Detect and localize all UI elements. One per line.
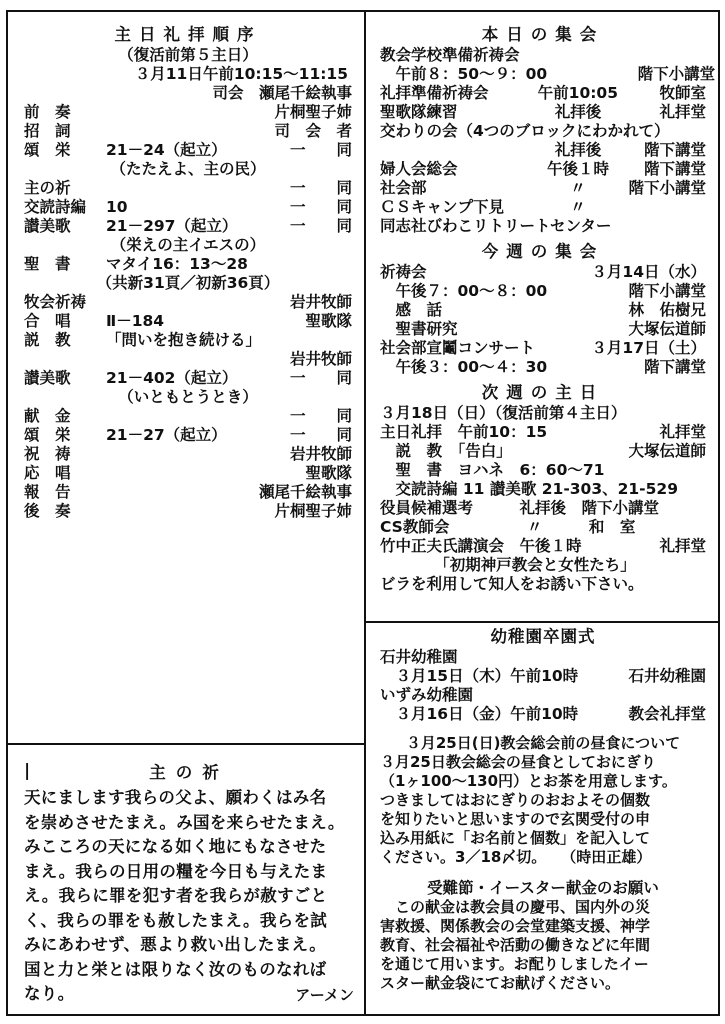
lunch-line: つきましてはおにぎりのおおよその個数 (380, 791, 651, 809)
kinder-place: 石井幼稚園 (628, 667, 706, 685)
order-detail: 21－402（起立） (106, 369, 238, 387)
kinder-row (380, 648, 706, 667)
today-list (380, 46, 716, 236)
kindergarten (380, 626, 706, 724)
today-text: 同志社びわこリトリートセンター (380, 217, 612, 235)
order-item: 招 詞 (24, 122, 71, 140)
order-person: 岩井牧師 (289, 350, 352, 368)
order-person: 一 同 (289, 141, 352, 159)
order-detail (106, 350, 262, 369)
order-item: 報 告 (24, 483, 71, 501)
week-text: 感 話 (380, 301, 443, 319)
next-text: ３月18日（日）（復活前第４主日） (380, 404, 627, 422)
kinder-text: いずみ幼稚園 (380, 686, 474, 704)
today-text: ＣＳキャンプ下見 (380, 198, 505, 216)
worship-title: 主日礼拝順序 (114, 25, 262, 44)
today-place (618, 198, 706, 217)
kinder-place: 教会礼拝堂 (628, 705, 706, 723)
easter-line: 教育、社会福祉や活動の働きなどに年間 (380, 936, 651, 954)
lunch-line: ください。3／18〆切。 （時田正雄） (380, 848, 652, 866)
right-section-divider (364, 621, 720, 623)
next-place: 礼拝堂 (659, 423, 706, 441)
next-text: 竹中正夫氏講演会 午後１時 (380, 537, 582, 555)
week-text: 午後３：00～４：30 (380, 358, 548, 376)
next-text: 交読詩編 11 讃美歌 21-303、21-529 (380, 480, 678, 498)
left-margin-mark: | (24, 761, 31, 781)
order-person: 一 同 (289, 217, 352, 235)
today-row (380, 141, 706, 160)
order-row (24, 331, 352, 350)
order-person: 一 同 (289, 407, 352, 425)
today-row (380, 46, 706, 65)
next-row (380, 442, 706, 461)
lunch-line: を知りたいと思いますので玄関受付の申 (380, 810, 651, 828)
week-row (380, 263, 706, 282)
today-time: 〃 (570, 198, 586, 216)
order-detail (106, 445, 262, 464)
order-row (24, 274, 352, 293)
order-note: （栄えの主イエスの） (110, 236, 266, 254)
today-place: 階下講堂 (643, 141, 706, 159)
prayer-line: を崇めさせたまえ。み国を来らせたまえ。 (24, 812, 345, 832)
week-row (380, 320, 706, 339)
order-row (24, 179, 352, 198)
easter-line: この献金は教会員の慶弔、国内外の災 (380, 898, 651, 916)
order-detail: 21－297（起立） (106, 217, 238, 235)
lunch-text (380, 753, 706, 867)
order-row (24, 388, 352, 407)
order-row (24, 293, 352, 312)
kinder-row (380, 667, 706, 686)
today-place (691, 217, 725, 236)
next-text: ビラを利用して知人をお誘い下さい。 (380, 575, 644, 593)
next-place (678, 480, 725, 499)
order-person: 聖歌隊 (305, 464, 352, 482)
order-item: 後 奏 (24, 502, 71, 520)
order-item: 説 教 (24, 331, 71, 349)
week-place: 階下講堂 (643, 358, 706, 376)
today-time: 〃 (570, 179, 586, 197)
next-text: 聖 書 ヨハネ 6：60～71 (380, 461, 605, 479)
next-place (635, 518, 723, 537)
order-detail: マタイ16：13～28 (106, 255, 248, 273)
order-item: 頌 栄 (24, 426, 71, 444)
easter-text (380, 898, 706, 993)
today-row (380, 122, 706, 141)
order-item: 祝 祷 (24, 445, 71, 463)
kinder-text: 石井幼稚園 (380, 648, 458, 666)
kinder-list (380, 648, 706, 724)
left-section-divider (6, 743, 365, 745)
week-place: 大塚伝道師 (628, 320, 706, 338)
order-person: 岩井牧師 (289, 293, 352, 311)
order-person (262, 255, 352, 274)
next-text: 役員候補選考 礼拝後 階下小講堂 (380, 499, 660, 517)
next-text: CS教師会 〃 和 室 (380, 518, 636, 536)
easter-title: 受難節・イースター献金のお願い (427, 879, 659, 897)
order-person: 岩井牧師 (289, 445, 352, 463)
prayer-line: まえ。我らの日用の糧を今日も与えたま (24, 861, 328, 881)
order-row (24, 122, 352, 141)
prayer-title: 主の祈 (149, 763, 229, 782)
order-item: 頌 栄 (24, 141, 71, 159)
today-row (380, 217, 706, 236)
next-row (380, 404, 706, 423)
order-detail: 10 (106, 198, 128, 216)
order-item: 讃美歌 (24, 217, 71, 235)
order-row (24, 160, 352, 179)
prayer-line: みにあわせず、悪より救い出したまえ。 (24, 935, 327, 954)
worship-datetime: ３月11日午前10:15～11:15 (134, 65, 348, 83)
today-row (380, 65, 716, 84)
order-person: 瀬尾千絵執事 (258, 483, 352, 501)
week-row (380, 339, 706, 358)
order-row (24, 502, 352, 521)
order-row (24, 445, 352, 464)
order-item: 応 唱 (24, 464, 71, 482)
today-time (547, 65, 627, 84)
worship-subtitle: （復活前第５主日） (118, 46, 258, 64)
easter-line: スター献金袋にてお献げください。 (380, 974, 621, 992)
today-place: 牧師室 (659, 84, 706, 102)
week-place: ３月17日（土） (591, 339, 706, 357)
lords-prayer (24, 762, 354, 1007)
next-place: 礼拝堂 (659, 537, 706, 555)
kinder-row (380, 686, 706, 705)
today-text: 教会学校準備祈祷会 (380, 46, 520, 64)
order-row (24, 217, 352, 236)
order-item: 聖 書 (24, 255, 71, 273)
today-row (380, 103, 706, 122)
order-detail: 「問いを抱き続ける」 (106, 331, 262, 349)
order-row (24, 369, 352, 388)
prayer-text (24, 786, 354, 1007)
order-item: 主の祈 (24, 179, 71, 197)
order-row (24, 426, 352, 445)
today-place: 階下小講堂 (637, 65, 716, 83)
week-text: 社会部宣鬮コンサート (380, 339, 536, 357)
week-list (380, 263, 706, 377)
next-place (636, 556, 724, 575)
next-row (380, 480, 706, 499)
next-title: 次週の主日 (481, 383, 605, 402)
order-list (24, 103, 352, 521)
order-row (24, 407, 352, 426)
next-row (380, 499, 706, 518)
today-text: 聖歌隊練習 (380, 103, 458, 121)
order-note: （共新31頁／初新36頁） (96, 274, 280, 292)
next-list (380, 404, 706, 594)
kinder-place (618, 686, 706, 705)
order-note: （たたえよ、主の民） (110, 160, 266, 178)
kinder-text: ３月15日（木）午前10時 (380, 667, 579, 685)
lunch-line: ３月25日教会総会の昼食としておにぎり (380, 753, 656, 771)
today-row (380, 179, 706, 198)
order-detail: Ⅱ－184 (106, 312, 165, 330)
today-time: 午前10:05 (537, 84, 618, 102)
next-place (644, 575, 725, 594)
next-row (380, 423, 706, 442)
kinder-title: 幼稚園卒園式 (490, 627, 596, 646)
week-title: 今週の集会 (481, 242, 605, 261)
prayer-line: なり。 (24, 984, 75, 1003)
today-row (380, 84, 706, 103)
next-row (380, 556, 706, 575)
order-note: （いともとうとき） (118, 388, 258, 406)
today-time (538, 46, 618, 65)
worship-presider: 司会 瀬尾千絵執事 (212, 84, 352, 102)
lunch-title: ３月25日(日)教会総会前の昼食について (405, 734, 681, 752)
today-row (380, 160, 706, 179)
column-divider (364, 10, 366, 1016)
order-person: 一 同 (289, 426, 352, 444)
next-place (626, 404, 714, 423)
order-detail (106, 464, 262, 483)
order-person: 司 会 者 (274, 122, 352, 140)
today-place: 礼拝堂 (659, 103, 706, 121)
order-person: 片桐聖子姉 (274, 502, 352, 520)
order-person (262, 331, 352, 350)
order-row (24, 236, 352, 255)
today-row (380, 198, 706, 217)
order-item: 前 奏 (24, 103, 71, 121)
next-row (380, 537, 706, 556)
order-person: 一 同 (289, 179, 352, 197)
week-place: 林 佑樹兄 (628, 301, 706, 319)
lunch-line: 込み用紙に「お名前と個数」を記入して (380, 829, 651, 847)
next-row (380, 575, 706, 594)
order-item (24, 350, 106, 369)
order-detail (106, 103, 262, 122)
week-row (380, 301, 706, 320)
week-place: 階下小講堂 (628, 282, 706, 300)
week-text: 祈祷会 (380, 263, 427, 281)
order-detail (106, 179, 262, 198)
order-detail (106, 407, 262, 426)
today-text: 婦人会総会 (380, 160, 458, 178)
order-detail (106, 122, 262, 141)
order-row (24, 483, 352, 502)
today-text (380, 141, 538, 160)
prayer-line: え。我らに罪を犯す者を我らが赦すごと (24, 886, 328, 905)
order-row (24, 464, 352, 483)
order-row (24, 141, 352, 160)
order-detail: 21－27（起立） (106, 426, 227, 444)
kinder-place (618, 648, 706, 667)
next-text: 主日礼拝 午前10：15 (380, 423, 548, 441)
order-detail (106, 293, 262, 312)
order-detail (106, 502, 262, 521)
today-time: 礼拝後 (554, 103, 602, 121)
today-place (618, 46, 706, 65)
today-text: 午前８：50～９：00 (380, 65, 548, 83)
order-person: 片桐聖子姉 (274, 103, 352, 121)
today-text: 交わりの会（4つのブロックにわかれて） (380, 122, 670, 140)
today-text: 社会部 (380, 179, 427, 197)
week-place: ３月14日（水） (591, 263, 706, 281)
prayer-line: く、我らの罪をも赦したまえ。我らを試 (24, 910, 328, 930)
today-time (669, 122, 725, 141)
week-row (380, 282, 706, 301)
prayer-line: 国と力と栄とは限りなく汝のものなれば (24, 959, 327, 979)
next-row (380, 518, 706, 537)
notices (380, 24, 716, 594)
today-text: 礼拝準備祈祷会 (380, 84, 489, 102)
order-item: 献 金 (24, 407, 71, 425)
order-person: 一 同 (289, 369, 352, 387)
next-place (618, 461, 706, 480)
next-place (659, 499, 725, 518)
order-detail: 21－24（起立） (106, 141, 227, 159)
prayer-line: 天にまします我らの父よ、願わくはみ名 (24, 788, 327, 807)
order-row (24, 255, 352, 274)
week-row (380, 358, 706, 377)
week-text: 聖書研究 (380, 320, 458, 338)
lunch-line: （1ヶ100～130円）とお茶を用意します。 (380, 772, 677, 790)
today-time (611, 217, 691, 236)
today-place: 階下小講堂 (628, 179, 706, 197)
order-detail (106, 483, 259, 502)
prayer-amen: アーメン (295, 985, 354, 1004)
worship-order (24, 24, 352, 521)
order-item: 交読詩編 (24, 198, 87, 216)
next-row (380, 461, 706, 480)
week-text: 午後７：00～８：00 (380, 282, 548, 300)
order-item: 讃美歌 (24, 369, 71, 387)
today-place: 階下講堂 (643, 160, 706, 178)
order-row (24, 103, 352, 122)
today-title: 本日の集会 (481, 25, 605, 44)
order-row (24, 198, 352, 217)
order-item: 合 唱 (24, 312, 71, 330)
order-item: 牧会祈祷 (24, 293, 87, 311)
order-person: 聖歌隊 (305, 312, 352, 330)
next-text: 説 教 「告白」 (380, 442, 512, 460)
kinder-row (380, 705, 706, 724)
today-time: 午後１時 (546, 160, 609, 178)
easter-line: 害救援、関係教会の会堂建築支援、神学 (380, 917, 651, 935)
prayer-line: みこころの天になる如く地にもなさせた (24, 837, 327, 856)
next-place: 大塚伝道師 (628, 442, 706, 460)
next-text: 「初期神戸教会と女性たち」 (380, 556, 636, 574)
easter-line: を通じて用います。お配りしましたイー (380, 955, 649, 973)
kinder-text: ３月16日（金）午前10時 (380, 705, 579, 723)
order-row (24, 312, 352, 331)
order-person: 一 同 (289, 198, 352, 216)
today-time: 礼拝後 (554, 141, 602, 159)
lunch-notice (380, 734, 706, 993)
order-row (24, 350, 352, 369)
